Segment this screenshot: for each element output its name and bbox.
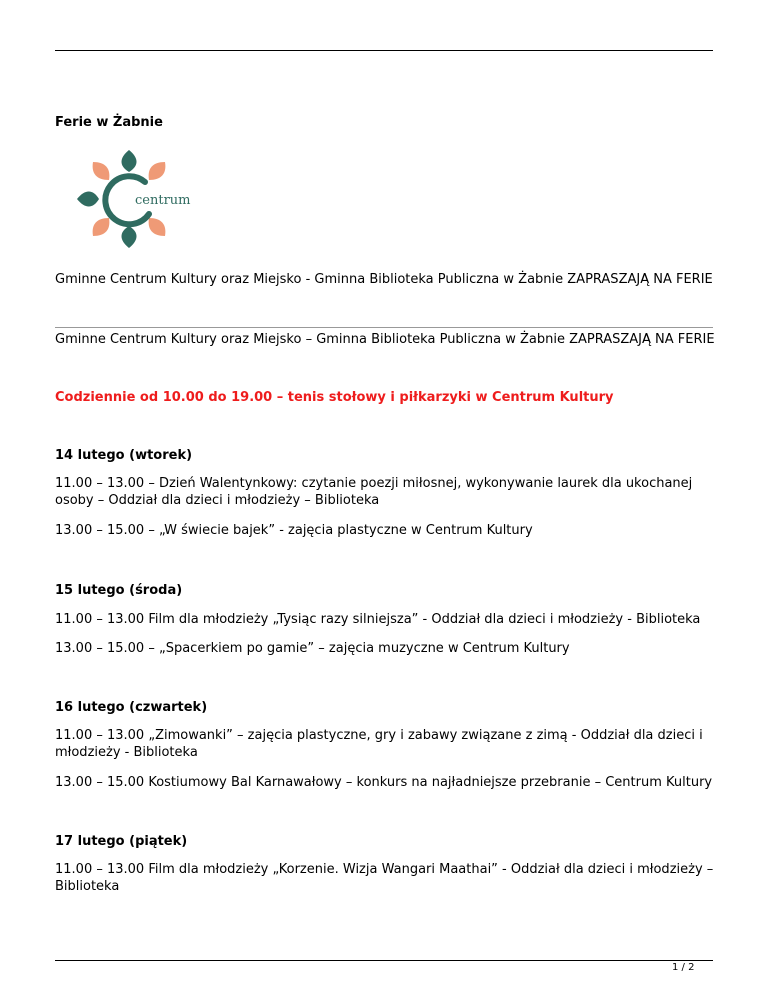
- logo-wordmark: centrum: [135, 193, 191, 208]
- day-heading: 17 lutego (piątek): [55, 834, 188, 849]
- event-item: 11.00 – 13.00 Film dla młodzieży „Korzenie. Wizja Wangari Maathai” - Oddział dla dzieci i młodzieży – Biblioteka: [55, 862, 714, 894]
- footer-rule: [55, 960, 713, 961]
- event-item: 13.00 – 15.00 – „Spacerkiem po gamie” – zajęcia muzyczne w Centrum Kultury: [55, 641, 570, 656]
- day-heading: 14 lutego (wtorek): [55, 448, 193, 463]
- daily-notice: Codziennie od 10.00 do 19.00 – tenis stołowy i piłkarzyki w Centrum Kultury: [55, 390, 614, 405]
- page-number: 1 / 2: [672, 962, 695, 973]
- section-divider: [55, 327, 713, 328]
- event-item: 13.00 – 15.00 Kostiumowy Bal Karnawałowy – konkurs na najładniejsze przebranie – Centrum Kultury: [55, 775, 713, 790]
- centrum-logo: [75, 148, 205, 250]
- event-item: 11.00 – 13.00 „Zimowanki” – zajęcia plastyczne, gry i zabawy związane z zimą - Oddział dla dzieci i młodzieży - Biblioteka: [55, 728, 703, 760]
- intro-repeat-text: Gminne Centrum Kultury oraz Miejsko – Gminna Biblioteka Publiczna w Żabnie ZAPRASZAJĄ NA FERIE: [55, 332, 715, 347]
- event-item: 11.00 – 13.00 Film dla młodzieży „Tysiąc razy silniejsza” - Oddział dla dzieci i młodzieży - Biblioteka: [55, 612, 701, 627]
- header-rule: [55, 50, 713, 51]
- day-heading: 15 lutego (środa): [55, 583, 183, 598]
- event-item: 13.00 – 15.00 – „W świecie bajek” - zajęcia plastyczne w Centrum Kultury: [55, 523, 533, 538]
- event-item: 11.00 – 13.00 – Dzień Walentynkowy: czytanie poezji miłosnej, wykonywanie laurek dla ukochanej osoby – Oddział dla dzieci i młodzieży – Biblioteka: [55, 476, 693, 508]
- day-heading: 16 lutego (czwartek): [55, 700, 208, 715]
- page-title: Ferie w Żabnie: [55, 115, 163, 130]
- intro-text: Gminne Centrum Kultury oraz Miejsko - Gminna Biblioteka Publiczna w Żabnie ZAPRASZAJĄ NA FERIE: [55, 272, 713, 287]
